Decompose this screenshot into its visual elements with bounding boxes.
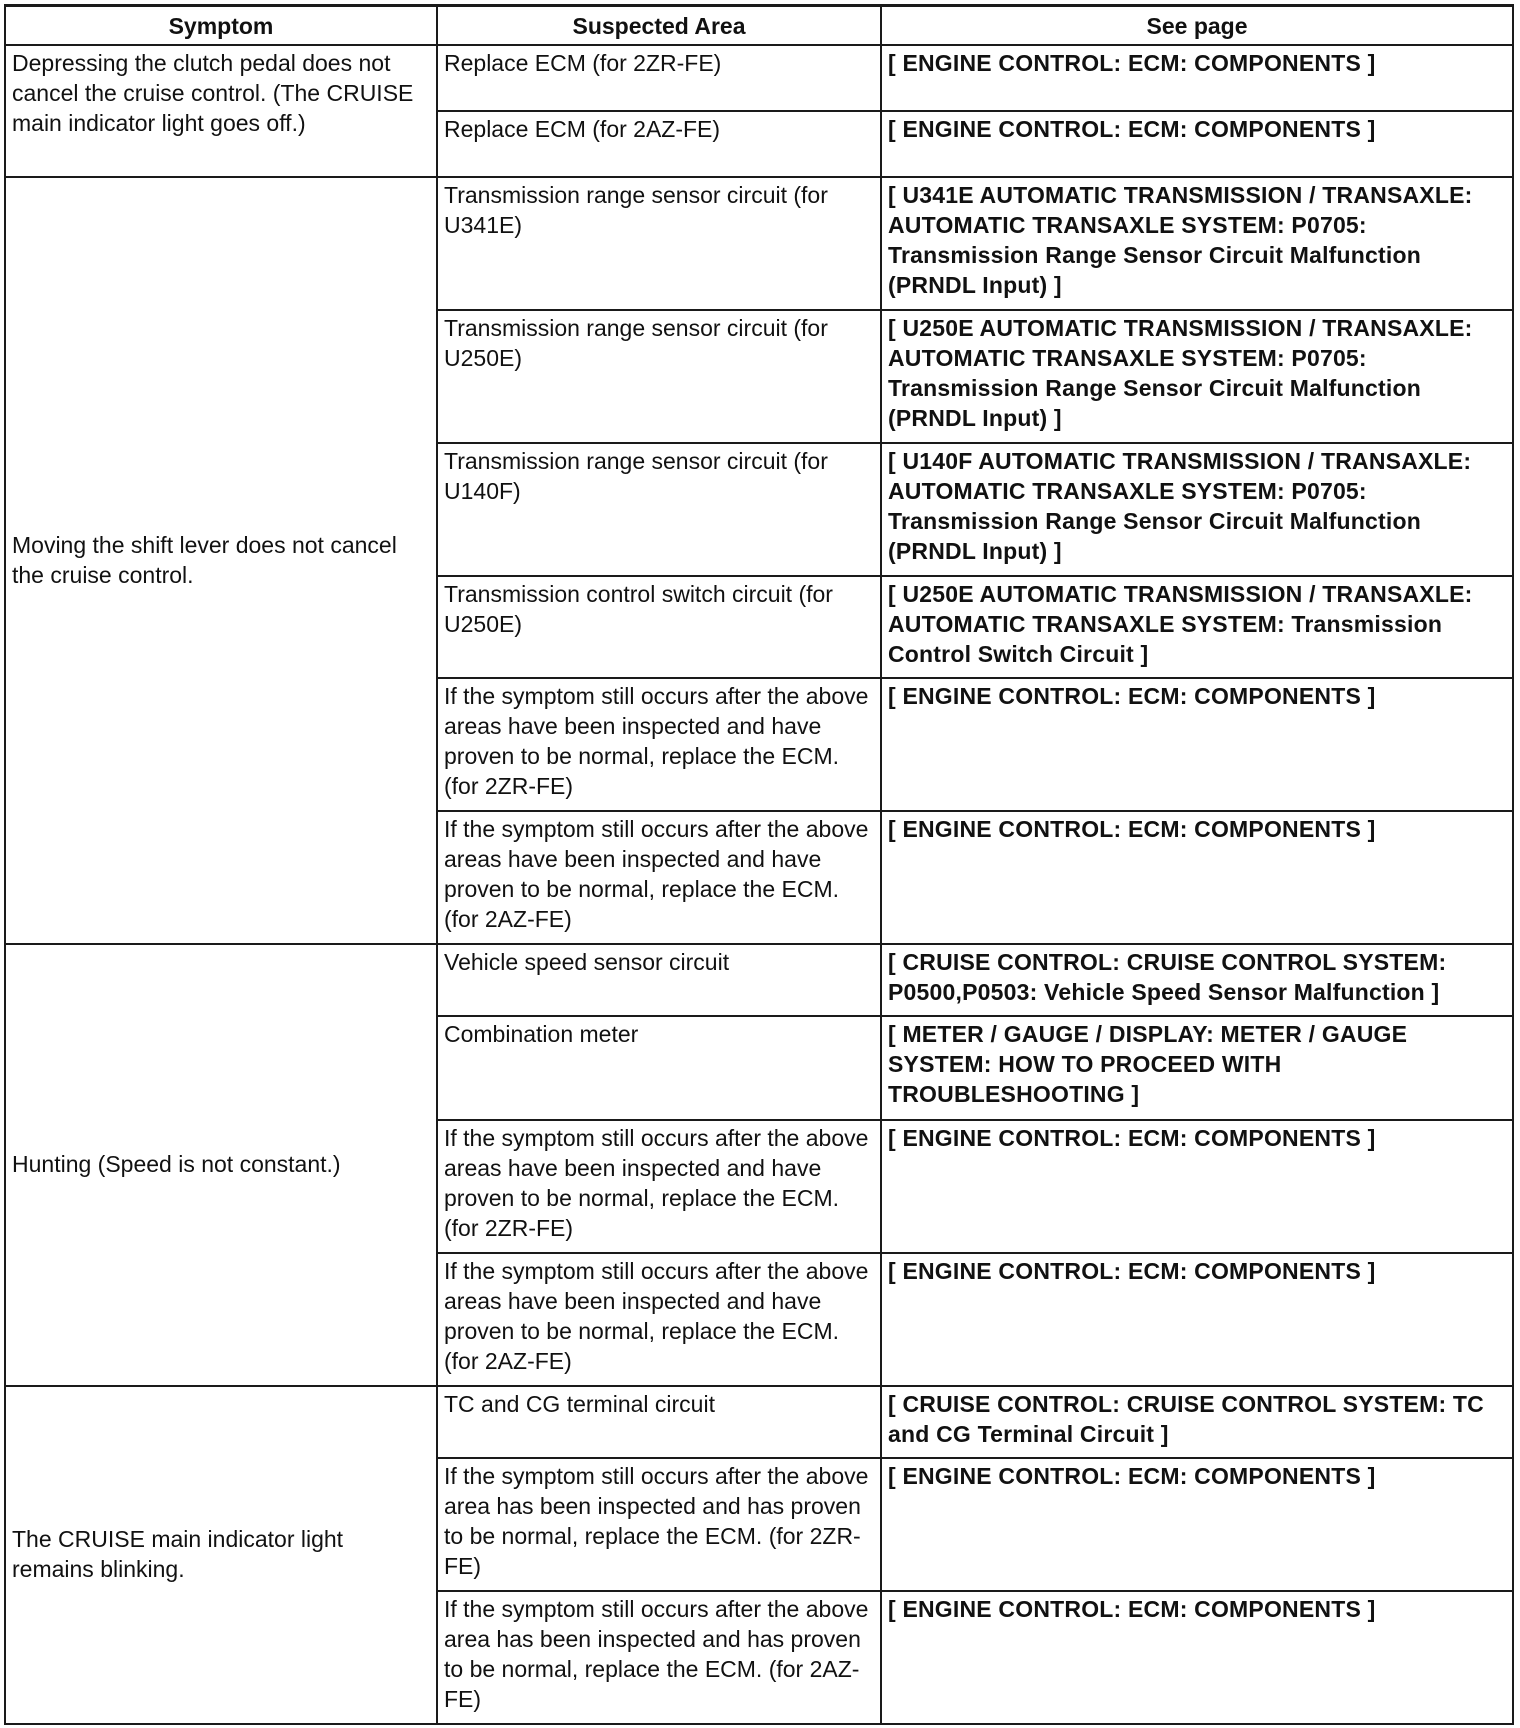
troubleshooting-table bbox=[4, 4, 1514, 1725]
see-page-link[interactable]: [ ENGINE CONTROL: ECM: COMPONENTS ] bbox=[881, 111, 1513, 177]
see-page-link[interactable]: [ ENGINE CONTROL: ECM: COMPONENTS ] bbox=[881, 678, 1513, 811]
symptom-cell: Hunting (Speed is not constant.) bbox=[5, 944, 437, 1386]
suspected-area-cell: If the symptom still occurs after the above area has been inspected and has proven to be normal, replace the ECM. (for 2ZR-FE) bbox=[437, 1458, 881, 1591]
header-see-page: See page bbox=[881, 6, 1513, 46]
suspected-area-cell: If the symptom still occurs after the above areas have been inspected and have proven to be normal, replace the ECM. (for 2ZR-FE) bbox=[437, 678, 881, 811]
suspected-area-cell: Replace ECM (for 2AZ-FE) bbox=[437, 111, 881, 177]
see-page-link[interactable]: [ CRUISE CONTROL: CRUISE CONTROL SYSTEM: TC and CG Terminal Circuit ] bbox=[881, 1386, 1513, 1458]
suspected-area-cell: Vehicle speed sensor circuit bbox=[437, 944, 881, 1016]
suspected-area-cell: Combination meter bbox=[437, 1016, 881, 1120]
header-row bbox=[5, 6, 1513, 46]
suspected-area-cell: Replace ECM (for 2ZR-FE) bbox=[437, 45, 881, 111]
header-suspected-area: Suspected Area bbox=[437, 6, 881, 46]
see-page-link[interactable]: [ METER / GAUGE / DISPLAY: METER / GAUGE SYSTEM: HOW TO PROCEED WITH TROUBLESHOOTING ] bbox=[881, 1016, 1513, 1120]
suspected-area-cell: If the symptom still occurs after the above areas have been inspected and have proven to be normal, replace the ECM. (for 2AZ-FE) bbox=[437, 1253, 881, 1386]
see-page-link[interactable]: [ U140F AUTOMATIC TRANSMISSION / TRANSAXLE: AUTOMATIC TRANSAXLE SYSTEM: P0705: Transmission Range Sensor Circuit Malfunction (PRNDL Input) ] bbox=[881, 443, 1513, 576]
suspected-area-cell: TC and CG terminal circuit bbox=[437, 1386, 881, 1458]
suspected-area-cell: Transmission range sensor circuit (for U140F) bbox=[437, 443, 881, 576]
suspected-area-cell: If the symptom still occurs after the above areas have been inspected and have proven to be normal, replace the ECM. (for 2AZ-FE) bbox=[437, 811, 881, 944]
see-page-link[interactable]: [ ENGINE CONTROL: ECM: COMPONENTS ] bbox=[881, 811, 1513, 944]
table-row bbox=[5, 177, 1513, 310]
suspected-area-cell: Transmission range sensor circuit (for U341E) bbox=[437, 177, 881, 310]
see-page-link[interactable]: [ ENGINE CONTROL: ECM: COMPONENTS ] bbox=[881, 45, 1513, 111]
see-page-link[interactable]: [ U250E AUTOMATIC TRANSMISSION / TRANSAXLE: AUTOMATIC TRANSAXLE SYSTEM: P0705: Transmission Range Sensor Circuit Malfunction (PRNDL Input) ] bbox=[881, 310, 1513, 443]
see-page-link[interactable]: [ U250E AUTOMATIC TRANSMISSION / TRANSAXLE: AUTOMATIC TRANSAXLE SYSTEM: Transmission Control Switch Circuit ] bbox=[881, 576, 1513, 678]
see-page-link[interactable]: [ ENGINE CONTROL: ECM: COMPONENTS ] bbox=[881, 1253, 1513, 1386]
suspected-area-cell: If the symptom still occurs after the above area has been inspected and has proven to be normal, replace the ECM. (for 2AZ-FE) bbox=[437, 1591, 881, 1724]
see-page-link[interactable]: [ ENGINE CONTROL: ECM: COMPONENTS ] bbox=[881, 1458, 1513, 1591]
suspected-area-cell: If the symptom still occurs after the above areas have been inspected and have proven to be normal, replace the ECM. (for 2ZR-FE) bbox=[437, 1120, 881, 1253]
table-row bbox=[5, 1386, 1513, 1458]
header-symptom: Symptom bbox=[5, 6, 437, 46]
see-page-link[interactable]: [ U341E AUTOMATIC TRANSMISSION / TRANSAXLE: AUTOMATIC TRANSAXLE SYSTEM: P0705: Transmission Range Sensor Circuit Malfunction (PRNDL Input) ] bbox=[881, 177, 1513, 310]
symptom-cell: Depressing the clutch pedal does not cancel the cruise control. (The CRUISE main indicator light goes off.) bbox=[5, 45, 437, 177]
symptom-cell: Moving the shift lever does not cancel the cruise control. bbox=[5, 177, 437, 944]
table-row bbox=[5, 944, 1513, 1016]
symptom-cell: The CRUISE main indicator light remains blinking. bbox=[5, 1386, 437, 1724]
table-row bbox=[5, 45, 1513, 111]
see-page-link[interactable]: [ ENGINE CONTROL: ECM: COMPONENTS ] bbox=[881, 1120, 1513, 1253]
see-page-link[interactable]: [ ENGINE CONTROL: ECM: COMPONENTS ] bbox=[881, 1591, 1513, 1724]
suspected-area-cell: Transmission control switch circuit (for U250E) bbox=[437, 576, 881, 678]
see-page-link[interactable]: [ CRUISE CONTROL: CRUISE CONTROL SYSTEM: P0500,P0503: Vehicle Speed Sensor Malfunction ] bbox=[881, 944, 1513, 1016]
suspected-area-cell: Transmission range sensor circuit (for U250E) bbox=[437, 310, 881, 443]
